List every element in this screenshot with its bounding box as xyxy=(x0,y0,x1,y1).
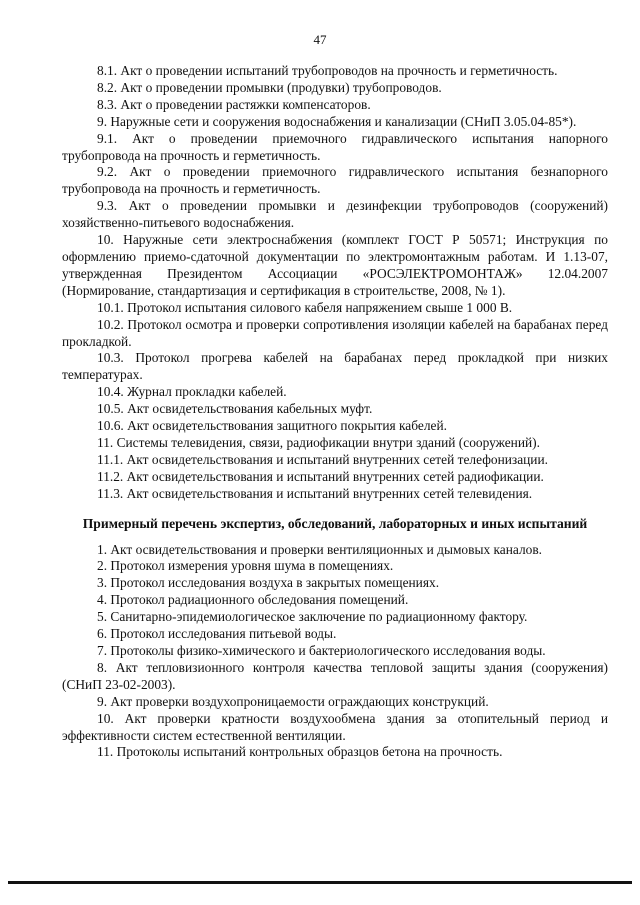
list-item-11: 11. Протоколы испытаний контрольных образцов бетона на прочность. xyxy=(97,744,503,760)
bottom-rule xyxy=(8,881,632,884)
paragraph-10-4: 10.4. Журнал прокладки кабелей. xyxy=(97,384,287,400)
page-number: 47 xyxy=(313,32,327,47)
paragraph-10-2: 10.2. Протокол осмотра и проверки сопротивления изоляции кабелей на барабанах перед прокладкой. xyxy=(62,316,608,349)
paragraph-10-5: 10.5. Акт освидетельствования кабельных муфт. xyxy=(97,401,373,417)
paragraph-10-1: 10.1. Протокол испытания силового кабеля напряжением свыше 1 000 В. xyxy=(97,299,513,315)
list-item-6: 6. Протокол исследования питьевой воды. xyxy=(97,626,337,642)
paragraph-10-6: 10.6. Акт освидетельствования защитного покрытия кабелей. xyxy=(97,418,447,434)
list-item-10: 10. Акт проверки кратности воздухообмена здания за отопительный период и эффективности систем естественной вентиляции. xyxy=(62,710,608,743)
list-item-9: 9. Акт проверки воздухопроницаемости ограждающих конструкций. xyxy=(97,693,489,709)
paragraph-8-2: 8.2. Акт о проведении промывки (продувки) трубопроводов. xyxy=(97,79,442,95)
paragraph-11-2: 11.2. Акт освидетельствования и испытаний внутренних сетей радиофикации. xyxy=(97,468,544,484)
list-item-4: 4. Протокол радиационного обследования помещений. xyxy=(97,592,409,608)
paragraph-9-2: 9.2. Акт о проведении приемочного гидравлического испытания безнапорного трубопровода на прочность и герметичность. xyxy=(62,164,608,197)
list-item-8: 8. Акт тепловизионного контроля качества тепловой защиты здания (сооружения) (СНиП 23-02-2003). xyxy=(62,659,608,692)
paragraph-9: 9. Наружные сети и сооружения водоснабжения и канализации (СНиП 3.05.04-85*). xyxy=(97,113,577,129)
paragraph-11-3: 11.3. Акт освидетельствования и испытаний внутренних сетей телевидения. xyxy=(97,485,533,501)
paragraph-11: 11. Системы телевидения, связи, радиофикации внутри зданий (сооружений). xyxy=(97,434,540,450)
list-item-5: 5. Санитарно-эпидемиологическое заключение по радиационному фактору. xyxy=(97,609,528,625)
paragraph-10: 10. Наружные сети электроснабжения (комплект ГОСТ Р 50571; Инструкция по оформлению приемо-сдаточной документации по электромонтажным работам. И 1.13-07, утвержденная Президентом Ассоциации «РОСЭЛЕКТРОМОНТАЖ» 12.04.2007 (Нормирование, стандартизация и сертификация в строительстве, 2008, № 1). xyxy=(62,232,608,298)
paragraph-8-1: 8.1. Акт о проведении испытаний трубопроводов на прочность и герметичность. xyxy=(97,63,558,78)
paragraph-10-3: 10.3. Протокол прогрева кабелей на барабанах перед прокладкой при низких температурах. xyxy=(62,350,608,383)
list-item-3: 3. Протокол исследования воздуха в закрытых помещениях. xyxy=(97,575,440,591)
list-item-2: 2. Протокол измерения уровня шума в помещениях. xyxy=(97,558,394,574)
paragraph-9-3: 9.3. Акт о проведении промывки и дезинфекции трубопроводов (сооружений) хозяйственно-питьевого водоснабжения. xyxy=(62,198,608,231)
section-heading: Примерный перечень экспертиз, обследований, лабораторных и иных испытаний xyxy=(82,515,588,531)
document-body xyxy=(62,63,608,761)
paragraph-8-3: 8.3. Акт о проведении растяжки компенсаторов. xyxy=(97,96,371,112)
paragraph-11-1: 11.1. Акт освидетельствования и испытаний внутренних сетей телефонизации. xyxy=(97,451,548,467)
list-item-7: 7. Протоколы физико-химического и бактериологического исследования воды. xyxy=(97,643,546,658)
paragraph-9-1: 9.1. Акт о проведении приемочного гидравлического испытания напорного трубопровода на прочность и герметичность. xyxy=(62,130,608,163)
list-item-1: 1. Акт освидетельствования и проверки вентиляционных и дымовых каналов. xyxy=(97,541,543,557)
